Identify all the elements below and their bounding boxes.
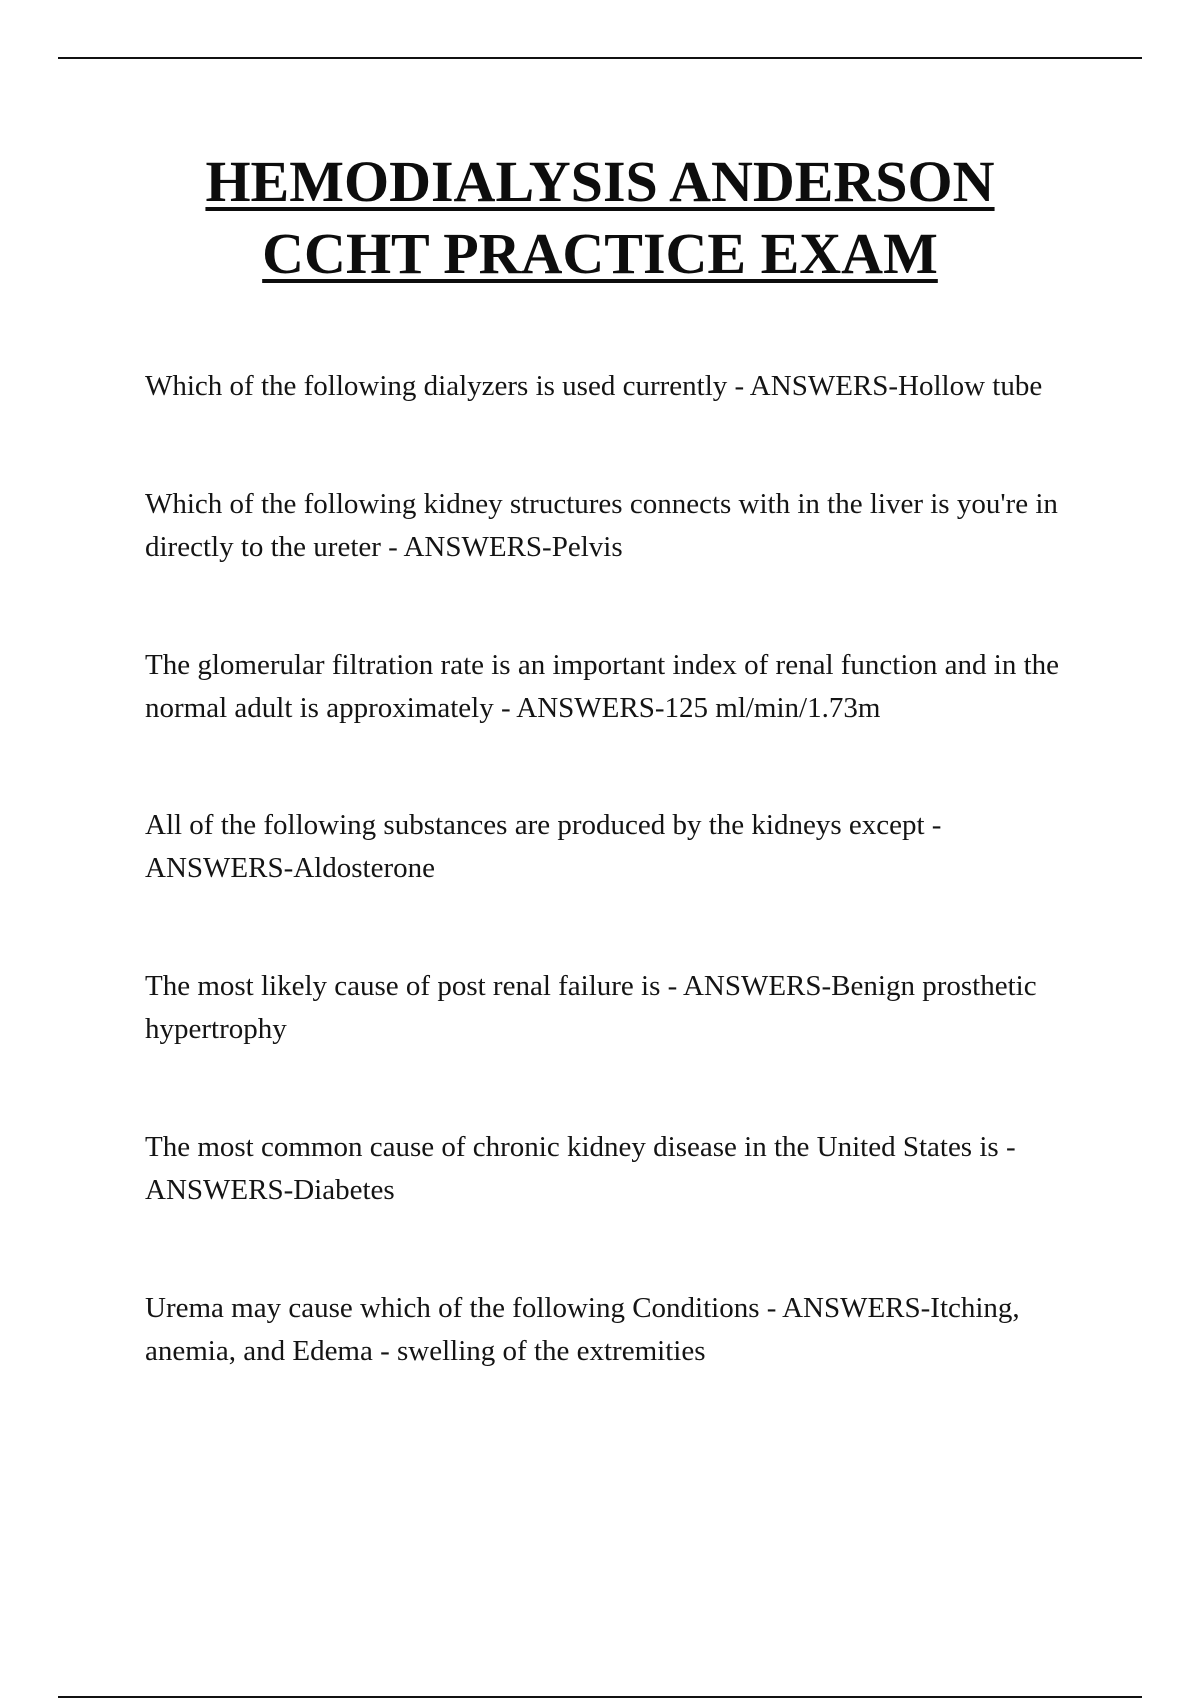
qa-item-6: The most common cause of chronic kidney disease in the United States is - ANSWERS-Diabetes — [145, 1131, 1016, 1206]
qa-item-5: The most likely cause of post renal failure is - ANSWERS-Benign prosthetic hypertrophy — [145, 970, 1037, 1045]
qa-item-2: Which of the following kidney structures connects with in the liver is you're in directly to the ureter - ANSWERS-Pelvis — [145, 488, 1058, 563]
question-answer-list — [145, 365, 1065, 1448]
title-line-1: HEMODIALYSIS ANDERSON — [205, 149, 995, 214]
qa-item-1: Which of the following dialyzers is used currently - ANSWERS-Hollow tube — [145, 370, 1043, 402]
qa-item-3: The glomerular filtration rate is an important index of renal function and in the normal adult is approximately - ANSWERS-125 ml/min/1.73m — [145, 649, 1060, 724]
bottom-divider — [58, 1696, 1142, 1698]
top-divider — [58, 57, 1142, 59]
title-line-2: CCHT PRACTICE EXAM — [262, 221, 938, 286]
qa-item-4: All of the following substances are produced by the kidneys except - ANSWERS-Aldosterone — [145, 809, 942, 884]
page-title — [0, 146, 1200, 290]
qa-item-7: Urema may cause which of the following Conditions - ANSWERS-Itching, anemia, and Edema - swelling of the extremities — [145, 1292, 1020, 1367]
